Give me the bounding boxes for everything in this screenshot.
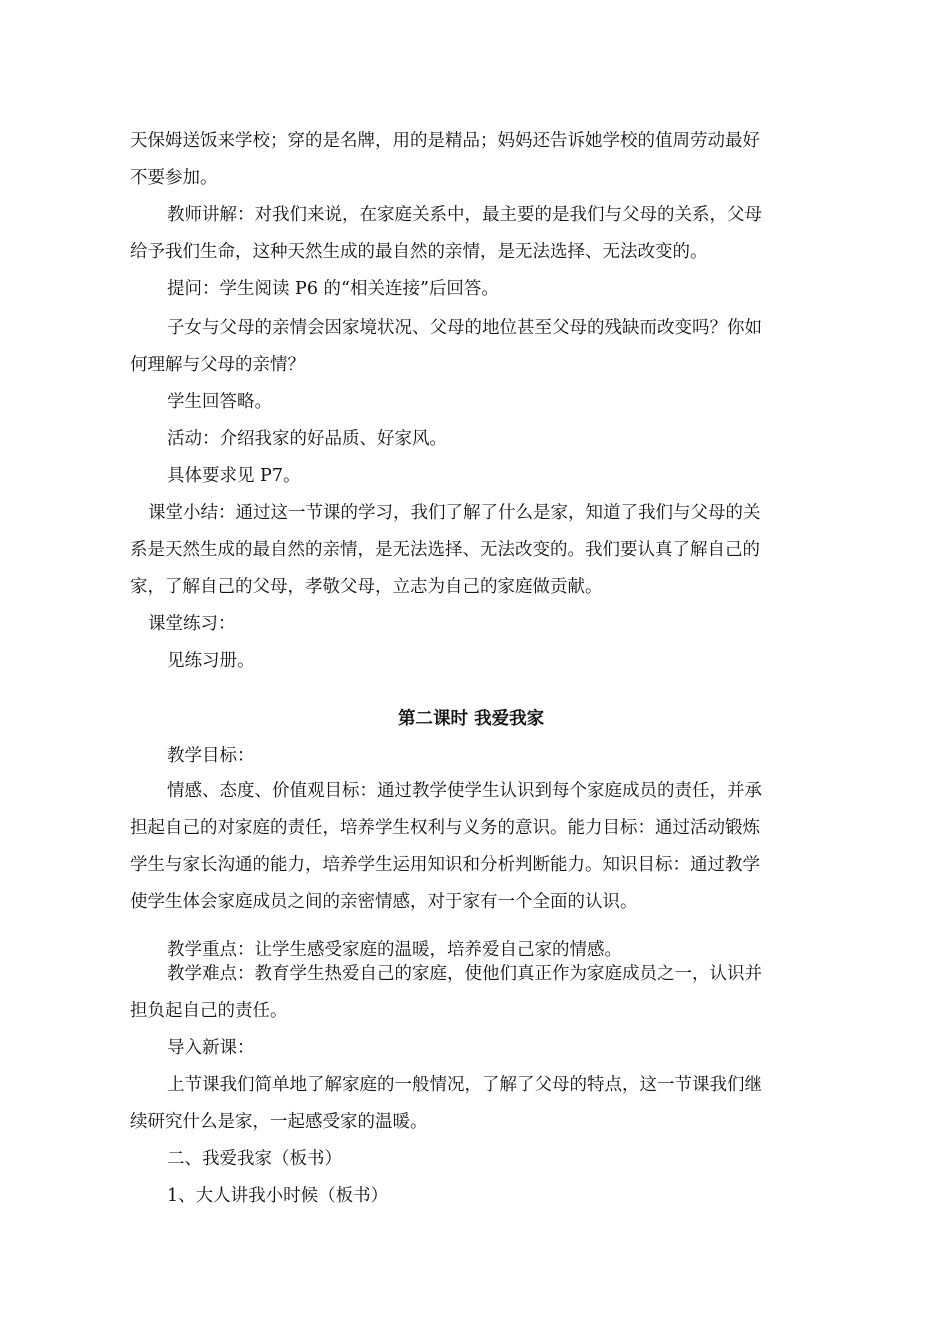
paragraph-line: 学生与家长沟通的能力，培养学生运用知识和分析判断能力。知识目标：通过教学 (130, 855, 760, 875)
paragraph-line: 活动：介绍我家的好品质、好家风。 (167, 429, 447, 449)
paragraph-line: 天保姆送饭来学校；穿的是名牌，用的是精品；妈妈还告诉她学校的值周劳动最好 (130, 131, 760, 151)
paragraph-line: 导入新课： (167, 1038, 255, 1058)
paragraph-line: 系是天然生成的最自然的亲情，是无法选择、无法改变的。我们要认真了解自己的 (130, 540, 760, 560)
paragraph-line: 课堂小结：通过这一节课的学习，我们了解了什么是家，知道了我们与父母的关 (148, 503, 761, 523)
paragraph-line: 情感、态度、价值观目标：通过教学使学生认识到每个家庭成员的责任，并承 (167, 781, 762, 801)
paragraph-line: 二、我爱我家（板书） (167, 1149, 342, 1169)
paragraph-line: 子女与父母的亲情会因家境状况、父母的地位甚至父母的残缺而改变吗？你如 (167, 318, 762, 338)
paragraph-line: 担起自己的对家庭的责任，培养学生权利与义务的意识。能力目标：通过活动锻炼 (130, 818, 760, 838)
paragraph-line: 不要参加。 (130, 168, 218, 188)
paragraph-line: 具体要求见 P7。 (167, 466, 301, 486)
section-title: 第二课时 我爱我家 (398, 709, 545, 729)
paragraph-line: 上节课我们简单地了解家庭的一般情况，了解了父母的特点，这一节课我们继 (167, 1075, 762, 1095)
paragraph-line: 学生回答略。 (167, 392, 272, 412)
paragraph-line: 课堂练习： (148, 614, 236, 634)
paragraph-line: 见练习册。 (167, 651, 255, 671)
paragraph-line: 家，了解自己的父母，孝敬父母，立志为自己的家庭做贡献。 (130, 577, 603, 597)
paragraph-line: 提问：学生阅读 P6 的“相关连接”后回答。 (167, 279, 499, 299)
paragraph-line: 给予我们生命，这种天然生成的最自然的亲情，是无法选择、无法改变的。 (130, 242, 708, 262)
paragraph-line: 教学目标： (167, 746, 255, 766)
paragraph-line: 担负起自己的责任。 (130, 1001, 288, 1021)
paragraph-line: 续研究什么是家，一起感受家的温暖。 (130, 1112, 428, 1132)
paragraph-line: 何理解与父母的亲情？ (130, 355, 305, 375)
paragraph-line: 1、大人讲我小时候（板书） (167, 1186, 389, 1206)
paragraph-line: 教学难点：教育学生热爱自己的家庭，使他们真正作为家庭成员之一，认识并 (167, 964, 762, 984)
paragraph-line: 教学重点：让学生感受家庭的温暖，培养爱自己家的情感。 (167, 940, 622, 960)
paragraph-line: 教师讲解：对我们来说，在家庭关系中，最主要的是我们与父母的关系，父母 (167, 205, 762, 225)
paragraph-line: 使学生体会家庭成员之间的亲密情感，对于家有一个全面的认识。 (130, 892, 638, 912)
